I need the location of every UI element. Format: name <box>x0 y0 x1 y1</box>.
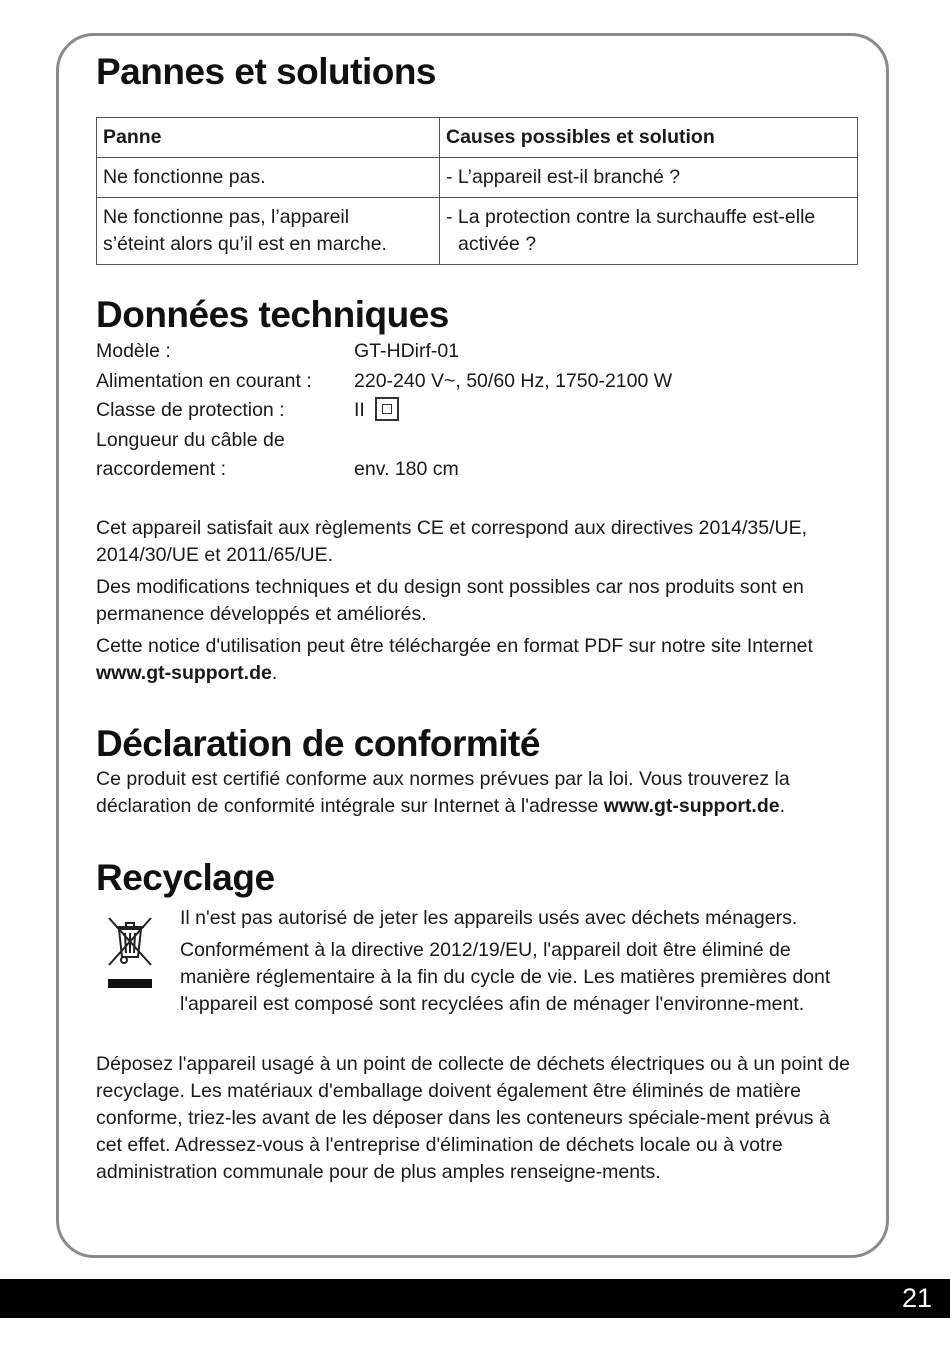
recyclage-paragraph-2: Conformément à la directive 2012/19/EU, l'appareil doit être éliminé de manière réglementaire à la fin du cycle de vie. Les matières premières dont l'appareil est composé sont recyclées afin de ménager l'environne-ment. <box>180 939 831 1015</box>
spec-row-alimentation <box>96 367 858 397</box>
spec-label: Classe de protection : <box>96 399 285 421</box>
class-ii-double-square-icon <box>375 397 399 421</box>
spec-row-cable-l2 <box>96 455 858 485</box>
support-link[interactable]: www.gt-support.de <box>96 661 272 684</box>
spec-label: Modèle : <box>96 340 171 362</box>
pannes-title: Pannes et solutions <box>96 51 437 92</box>
spec-value: 220-240 V~, 50/60 Hz, 1750-2100 W <box>354 369 673 392</box>
cell-cause: - L’appareil est-il branché ? <box>440 158 858 198</box>
recyclage-title: Recyclage <box>96 857 275 898</box>
tech-section <box>96 293 858 687</box>
table-header-row <box>97 118 858 158</box>
recyclage-body <box>180 905 860 1018</box>
conformite-section <box>96 722 858 820</box>
tech-title: Données techniques <box>96 294 449 335</box>
spec-value: env. 180 cm <box>354 458 459 480</box>
cell-panne-line2: s’éteint alors qu’il est en marche. <box>103 233 387 255</box>
conformite-title: Déclaration de conformité <box>96 723 540 764</box>
recyclage-section <box>96 856 858 900</box>
conformite-paragraph <box>96 766 858 820</box>
header-panne: Panne <box>97 118 440 158</box>
cell-panne <box>97 198 440 265</box>
conformite-link[interactable]: www.gt-support.de <box>603 795 780 817</box>
tech-paragraph-download <box>96 633 858 687</box>
pannes-table-wrap <box>96 117 858 265</box>
weee-crossed-bin-icon <box>104 913 156 991</box>
pannes-table <box>96 117 858 265</box>
footer-bar <box>0 1279 950 1318</box>
header-causes: Causes possibles et solution <box>440 118 858 158</box>
tech-paragraph-modifications: Des modifications techniques et du design sont possibles car nos produits sont en permanence développés et améliorés. <box>96 575 804 625</box>
spec-label: Longueur du câble de <box>96 428 285 451</box>
spec-row-classe <box>96 396 858 426</box>
cell-cause-line2: activée ? <box>458 233 537 255</box>
spec-classe-value: II <box>354 399 365 421</box>
recyclage-paragraph-1: Il n'est pas autorisé de jeter les appareils usés avec déchets ménagers. <box>180 907 798 929</box>
tech-specs <box>96 337 858 485</box>
page-number: 21 <box>901 1283 932 1313</box>
table-row <box>97 198 858 265</box>
spec-row-modele <box>96 337 858 367</box>
spec-value: GT-HDirf-01 <box>354 340 460 362</box>
spec-label: Alimentation en courant : <box>96 369 312 392</box>
download-end: . <box>271 661 278 684</box>
recyclage-body-2 <box>96 1051 858 1186</box>
cell-cause-line1: - La protection contre la surchauffe est-elle <box>446 206 816 228</box>
table-row <box>97 158 858 198</box>
cell-panne: Ne fonctionne pas. <box>97 158 440 198</box>
conformite-end: . <box>779 795 786 817</box>
tech-paragraph-ce: Cet appareil satisfait aux règlements CE et correspond aux directives 2014/35/UE, 2014/30/UE et 2011/65/UE. <box>96 516 808 566</box>
pannes-section <box>96 50 858 94</box>
download-text: Cette notice d'utilisation peut être téléchargée en format PDF sur notre site Internet <box>96 634 813 657</box>
spec-label: raccordement : <box>96 458 227 480</box>
spec-row-cable-l1 <box>96 426 858 456</box>
spec-value <box>354 396 399 426</box>
recyclage-paragraph-3: Déposez l'appareil usagé à un point de collecte de déchets électriques ou à un point de recyclage. Les matériaux d'emballage doivent également être éliminés de matière conforme, triez-les avant de les déposer dans les conteneurs spéciale-ment prévus à cet effet. Adressez-vous à l'entreprise d'élimination de déchets locale ou à votre administration communale pour de plus amples renseigne-ments. <box>96 1053 850 1183</box>
conformite-text: Ce produit est certifié conforme aux normes prévues par la loi. Vous trouverez la déclaration de conformité intégrale sur Internet à l'adresse <box>96 768 790 817</box>
cell-panne-line1: Ne fonctionne pas, l’appareil <box>103 206 350 228</box>
cell-cause <box>440 198 858 265</box>
